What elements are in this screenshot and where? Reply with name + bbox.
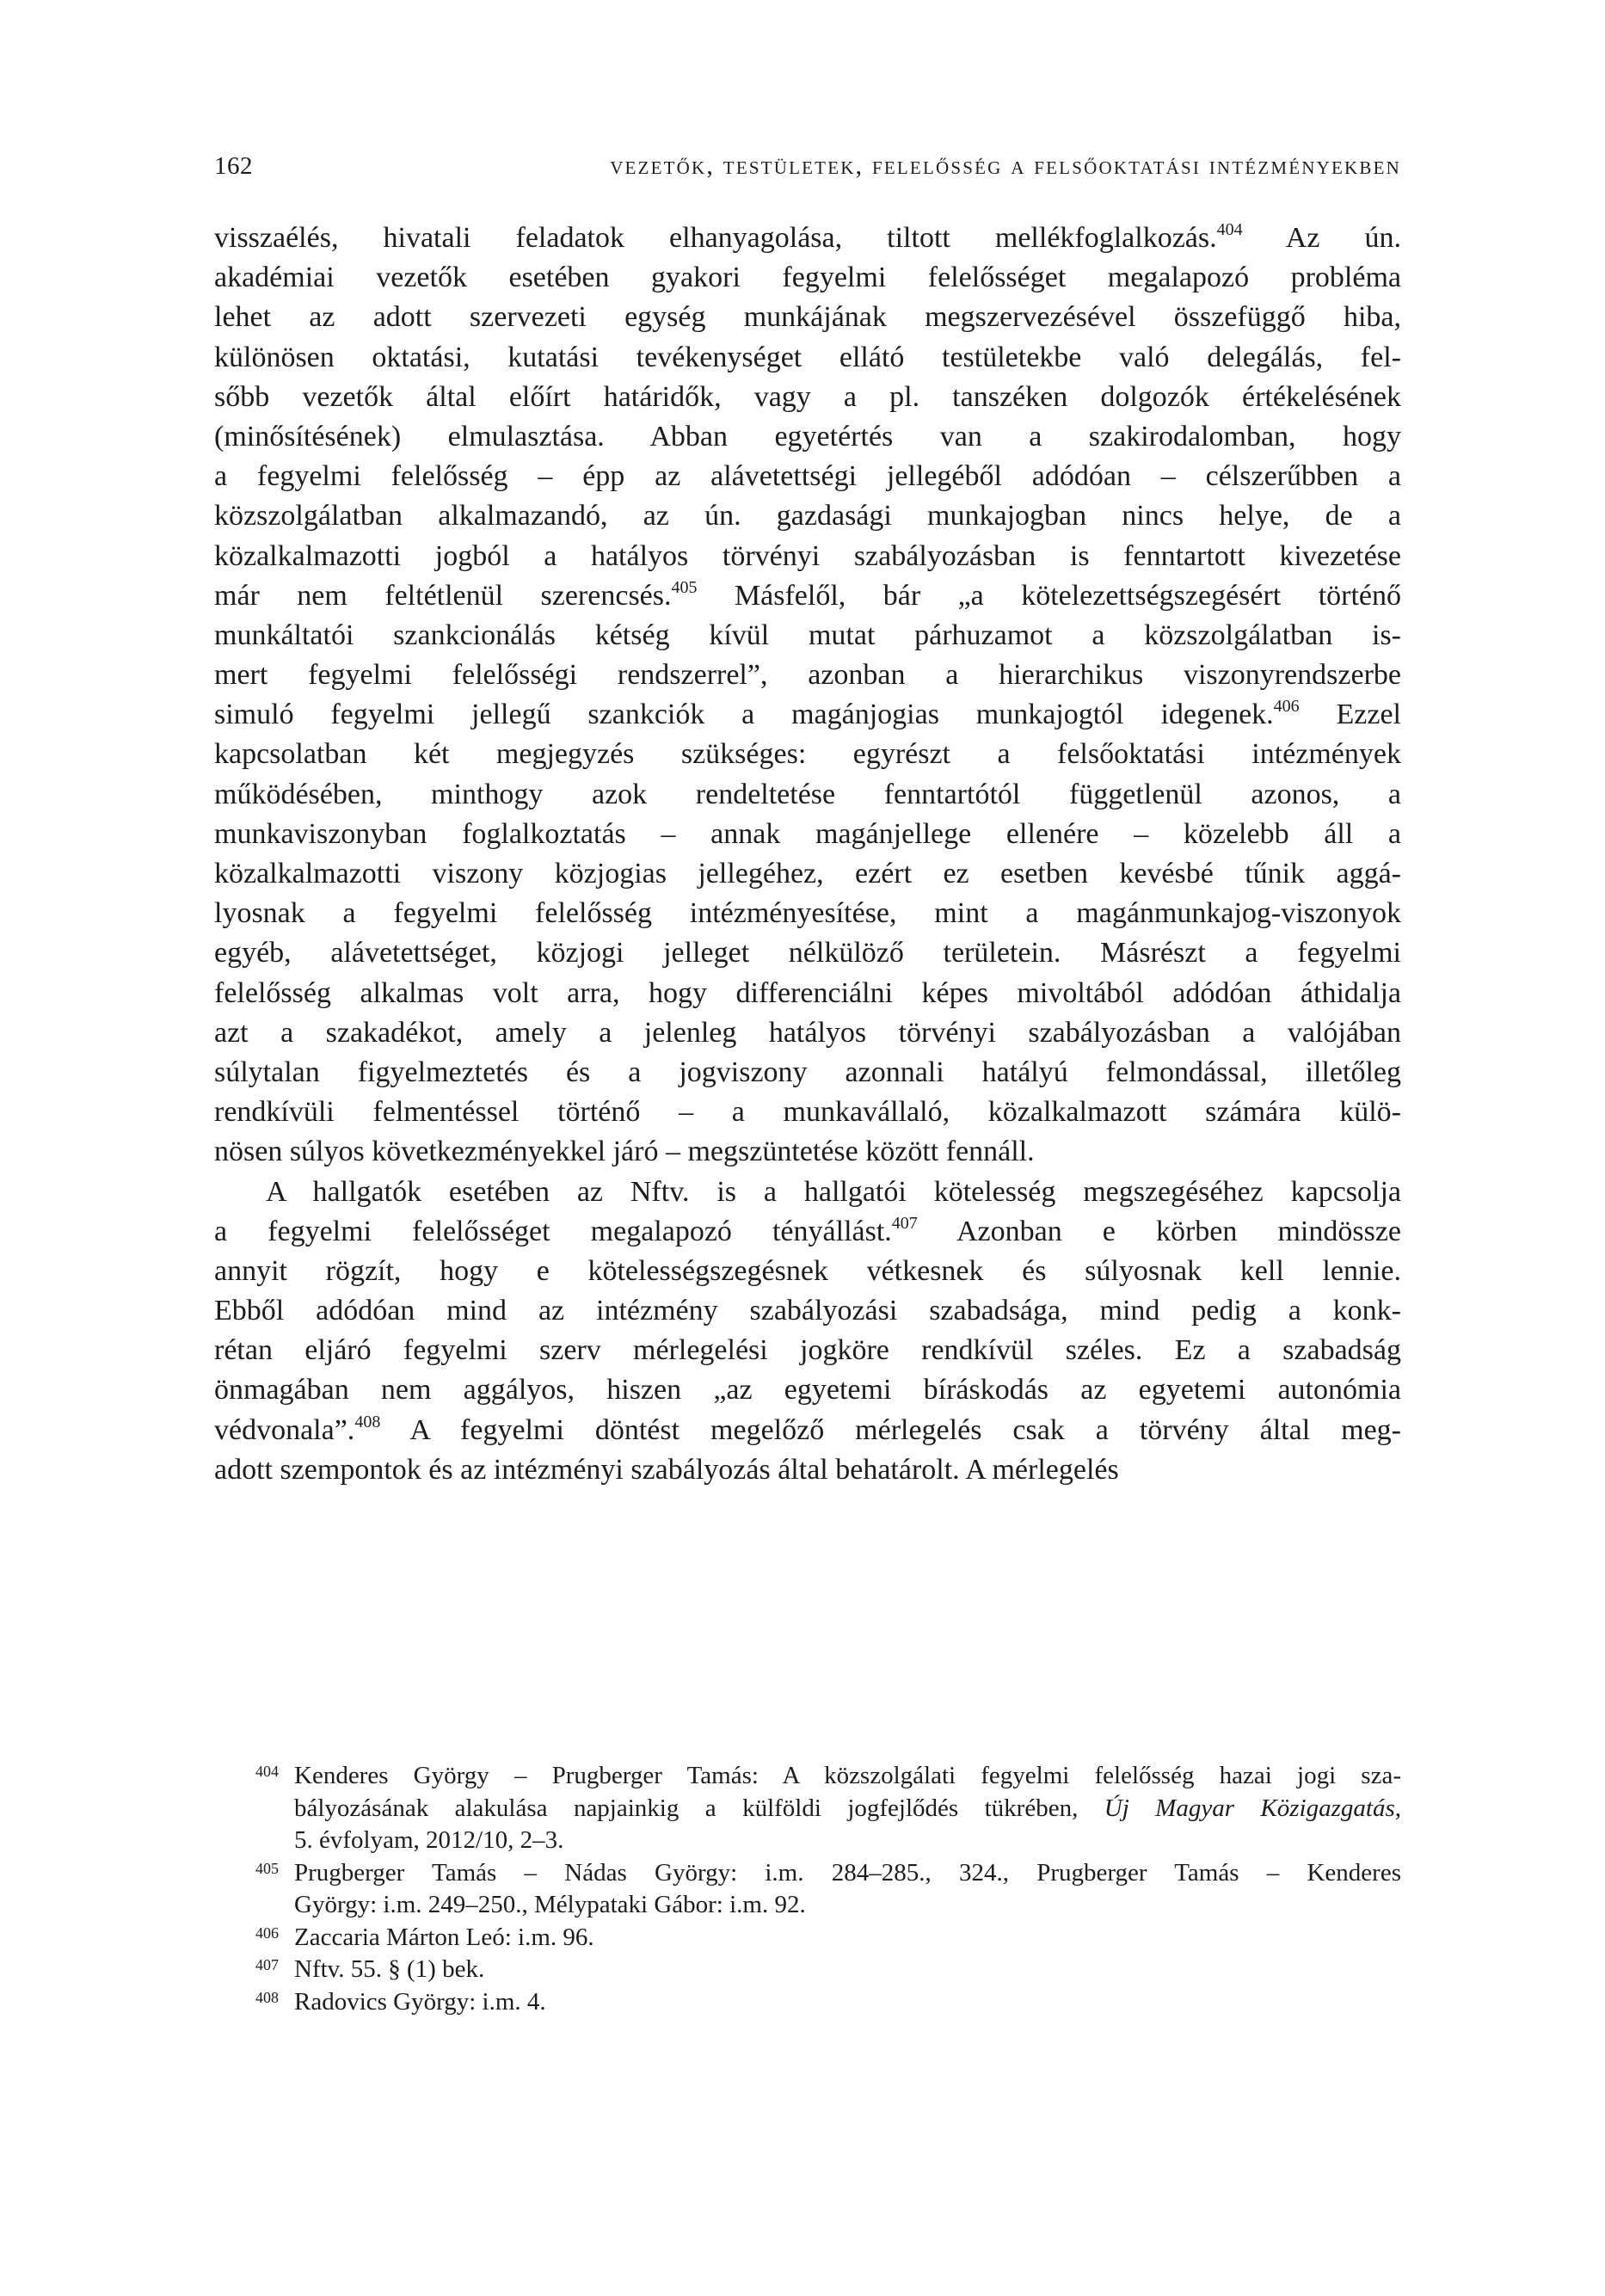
line-text: Másfelől, bár „a kötelezettségszegésért történő xyxy=(697,579,1401,612)
line-text: akadémiai vezetők esetében gyakori fegyelmi felelősséget megalapozó probléma xyxy=(214,262,1401,294)
line-text: mert fegyelmi felelősségi rendszerrel”, azonban a hierarchikus viszonyrendszerbe xyxy=(214,659,1401,692)
text-line xyxy=(214,378,1401,417)
text-line xyxy=(214,537,1401,576)
footnote-reference[interactable]: 406 xyxy=(1273,697,1300,717)
footnote-text: 5. évfolyam, 2012/10, 2–3. xyxy=(294,1826,564,1854)
line-text: Az ún. xyxy=(1242,222,1401,254)
text-line xyxy=(214,656,1401,695)
paragraph xyxy=(214,219,1401,1173)
line-text: A fegyelmi döntést megelőző mérlegelés csak a törvény által meg- xyxy=(380,1413,1401,1446)
footnote-number: 407 xyxy=(255,1956,279,1973)
line-text: működésében, minthogy azok rendeltetése fenntartótól függetlenül azonos, a xyxy=(214,778,1401,810)
text-line xyxy=(214,695,1401,735)
text-line xyxy=(214,1053,1401,1093)
line-text: munkáltatói szankcionálás kétség kívül mutat párhuzamot a közszolgálatban is- xyxy=(214,619,1401,651)
line-text: Ezzel xyxy=(1299,699,1401,731)
text-line xyxy=(214,974,1401,1013)
footnote-text: Nftv. 55. § (1) bek. xyxy=(294,1955,485,1983)
footnote-text: Radovics György: i.m. 4. xyxy=(294,1987,546,2016)
text-line xyxy=(214,576,1401,616)
line-text: adott szempontok és az intézményi szabályozás által behatárolt. A mérlegelés xyxy=(214,1453,1119,1486)
text-line xyxy=(214,854,1401,894)
footnote-line xyxy=(294,1760,1401,1793)
text-line xyxy=(214,1093,1401,1132)
line-text: lehet az adott szervezeti egység munkájának megszervezésével összefüggő hiba, xyxy=(214,301,1401,334)
footnote-text: Zaccaria Márton Leó: i.m. 96. xyxy=(294,1923,594,1951)
footnote-line xyxy=(294,1889,1401,1922)
text-line xyxy=(214,496,1401,536)
text-line xyxy=(214,219,1401,258)
footnote-reference[interactable]: 405 xyxy=(671,577,698,597)
text-line xyxy=(214,1331,1401,1370)
line-text: munkaviszonyban foglalkoztatás – annak magánjellege ellenére – közelebb áll a xyxy=(214,817,1401,850)
line-text: közalkalmazotti viszony közjogias jellegéhez, ezért ez esetben kevésbé tűnik aggá- xyxy=(214,858,1401,889)
footnote-text: György: i.m. 249–250., Mélypataki Gábor: i.m. 92. xyxy=(294,1891,806,1918)
line-text: azt a szakadékot, amely a jelenleg hatályos törvényi szabályozásban a valójában xyxy=(214,1016,1401,1049)
line-text: annyit rögzít, hogy e kötelességszegésnek vétkesnek és súlyosnak kell lennie. xyxy=(214,1254,1401,1287)
line-text: a fegyelmi felelősség – épp az alávetettségi jellegéből adódóan – célszerűbben a xyxy=(214,460,1401,493)
footnote-405 xyxy=(214,1857,1401,1922)
line-text: közszolgálatban alkalmazandó, az ún. gazdasági munkajogban nincs helye, de a xyxy=(214,500,1401,532)
line-text: súlytalan figyelmeztetés és a jogviszony azonnali hatályú felmondással, illetőleg xyxy=(214,1056,1401,1088)
text-line xyxy=(214,775,1401,815)
footnote-line xyxy=(294,1793,1401,1825)
line-text: Azonban e körben mindössze xyxy=(917,1215,1401,1247)
running-title: vezetők, testületek, felelősség a felsőoktatási intézményekben xyxy=(610,151,1401,180)
line-text: Ebből adódóan mind az intézmény szabályozási szabadsága, mind pedig a konk- xyxy=(214,1295,1401,1327)
text-line xyxy=(214,735,1401,774)
text-line xyxy=(214,457,1401,496)
text-line xyxy=(214,1450,1401,1490)
line-text: lyosnak a fegyelmi felelősség intézményesítése, mint a magánmunkajog-viszonyok xyxy=(214,897,1401,930)
line-text: sőbb vezetők által előírt határidők, vagy a pl. tanszéken dolgozók értékelésének xyxy=(214,380,1401,413)
line-text: rétan eljáró fegyelmi szerv mérlegelési jogköre rendkívül széles. Ez a szabadság xyxy=(214,1334,1401,1367)
line-text: önmagában nem aggályos, hiszen „az egyetemi bíráskodás az egyetemi autonómia xyxy=(214,1374,1401,1407)
line-text: kapcsolatban két megjegyzés szükséges: egyrészt a felsőoktatási intézmények xyxy=(214,738,1401,771)
text-line xyxy=(214,1291,1401,1331)
text-line xyxy=(214,1212,1401,1252)
footnote-text: Prugberger Tamás – Nádas György: i.m. 284–285., 324., Prugberger Tamás – Kenderes xyxy=(294,1858,1401,1887)
text-line xyxy=(214,1252,1401,1291)
text-line xyxy=(214,258,1401,298)
text-line xyxy=(214,1370,1401,1410)
footnote-406 xyxy=(214,1922,1401,1954)
line-text: felelősség alkalmas volt arra, hogy differenciálni képes mivoltából adódóan áthidalja xyxy=(214,976,1401,1009)
line-text: különösen oktatási, kutatási tevékenységet ellátó testületekbe való delegálás, fel- xyxy=(214,341,1401,373)
footnote-text: bályozásának alakulása napjainkig a külföldi jogfejlődés tükrében, xyxy=(294,1794,1104,1822)
text-line xyxy=(214,933,1401,973)
footnote-407 xyxy=(214,1954,1401,1986)
line-text: nösen súlyos következményekkel járó – megszüntetése között fennáll. xyxy=(214,1136,1035,1168)
line-text: (minősítésének) elmulasztása. Abban egyetértés van a szakirodalomban, hogy xyxy=(214,420,1401,452)
line-text: már nem feltétlenül szerencsés. xyxy=(214,579,672,612)
line-text: visszaélés, hivatali feladatok elhanyagolása, tiltott mellékfoglalkozás. xyxy=(214,222,1217,254)
footnote-number: 405 xyxy=(255,1859,279,1877)
text-line xyxy=(214,1173,1401,1212)
text-line xyxy=(214,1411,1401,1450)
text-line xyxy=(214,616,1401,656)
text-line xyxy=(214,298,1401,337)
line-text: simuló fegyelmi jellegű szankciók a magánjogias munkajogtól idegenek. xyxy=(214,699,1274,731)
line-text: A hallgatók esetében az Nftv. is a hallgatói kötelesség megszegéséhez kapcsolja xyxy=(266,1175,1401,1208)
footnote-number: 408 xyxy=(255,1988,279,2006)
line-text: egyéb, alávetettséget, közjogi jelleget nélkülöző területein. Másrészt a fegyelmi xyxy=(214,937,1401,969)
text-line xyxy=(214,894,1401,933)
footnote-reference[interactable]: 408 xyxy=(354,1412,381,1431)
footnotes xyxy=(214,1760,1401,2018)
running-head xyxy=(214,151,1401,186)
footnote-number: 404 xyxy=(255,1763,279,1780)
line-text: rendkívüli felmentéssel történő – a munkavállaló, közalkalmazott számára külö- xyxy=(214,1096,1401,1129)
footnote-line xyxy=(294,1825,1401,1857)
line-text: a fegyelmi felelősséget megalapozó tényállást. xyxy=(214,1215,892,1247)
footnote-line xyxy=(294,1922,1401,1954)
footnote-line xyxy=(294,1857,1401,1890)
body-text xyxy=(214,219,1401,1490)
paragraph xyxy=(214,1173,1401,1491)
line-text: közalkalmazotti jogból a hatályos törvényi szabályozásban is fenntartott kivezetése xyxy=(214,539,1401,572)
text-line xyxy=(214,417,1401,457)
line-text: védvonala”. xyxy=(214,1413,355,1446)
text-line xyxy=(214,1013,1401,1053)
page-number: 162 xyxy=(214,152,253,180)
text-line xyxy=(214,1132,1401,1172)
footnote-408 xyxy=(214,1986,1401,2019)
footnote-404 xyxy=(214,1760,1401,1857)
footnote-line xyxy=(294,1954,1401,1986)
footnote-reference[interactable]: 407 xyxy=(891,1213,918,1233)
footnote-number: 406 xyxy=(255,1924,279,1942)
footnote-line xyxy=(294,1986,1401,2019)
text-line xyxy=(214,338,1401,378)
footnote-text: , xyxy=(1394,1794,1401,1822)
text-line xyxy=(214,815,1401,854)
journal-title: Új Magyar Közigazgatás xyxy=(1104,1794,1395,1822)
footnote-reference[interactable]: 404 xyxy=(1216,220,1243,239)
footnote-text: Kenderes György – Prugberger Tamás: A közszolgálati fegyelmi felelősség hazai jogi sza- xyxy=(294,1762,1401,1789)
